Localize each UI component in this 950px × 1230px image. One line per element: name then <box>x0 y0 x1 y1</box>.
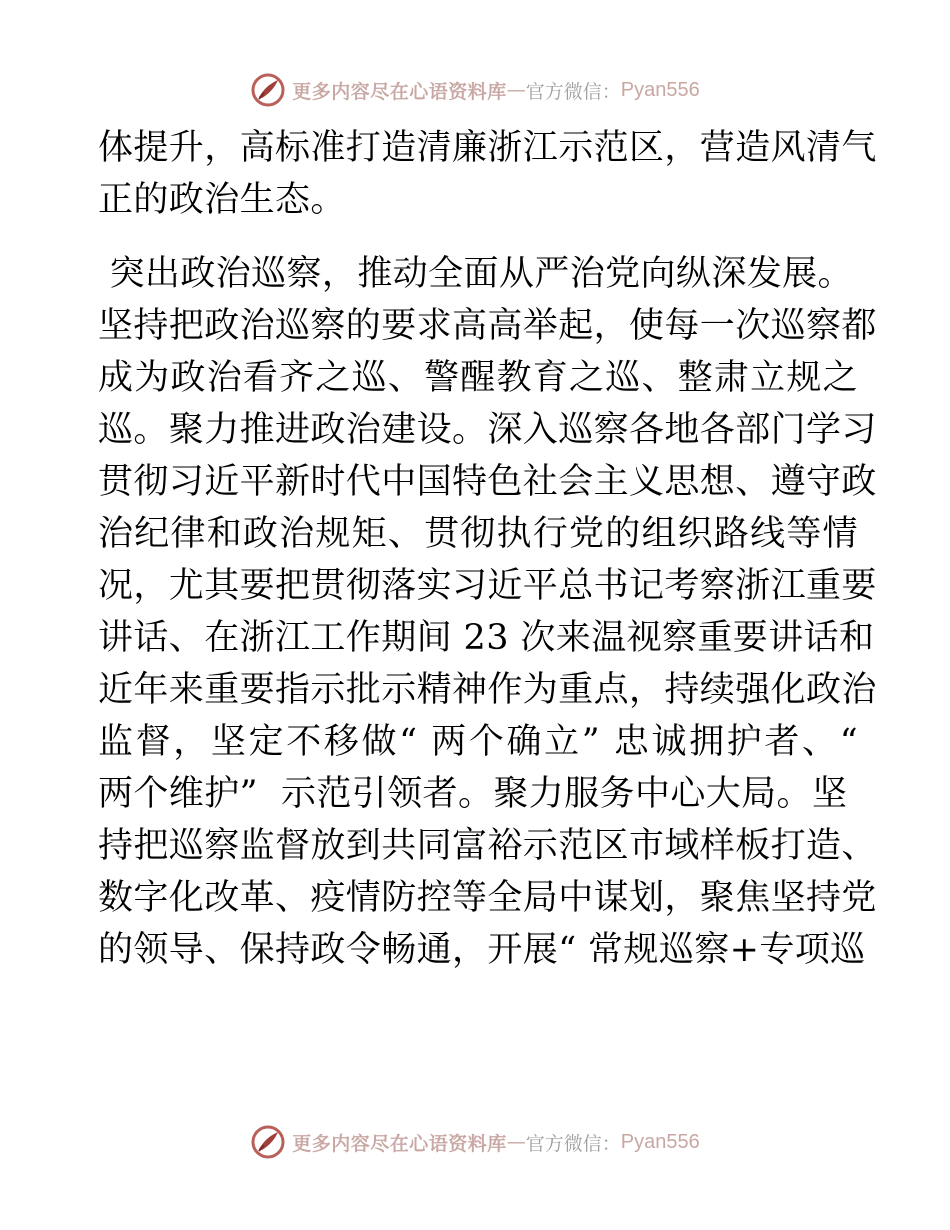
header-banner <box>0 70 950 110</box>
text-line: 况，尤其要把贯彻落实习近平总书记考察浙江重要 <box>98 566 877 606</box>
quill-pen-logo-icon <box>250 1124 286 1160</box>
text-line: 治纪律和政治规矩、贯彻执行党的组织路线等情 <box>98 514 858 554</box>
paragraph-spacer <box>98 226 858 248</box>
banner-title: 更多内容尽在心语资料库 <box>292 80 507 103</box>
paragraph-2 <box>98 248 877 976</box>
text-line: 正的政治生态。 <box>98 180 346 220</box>
banner-wechat-id: Pyan556 <box>620 78 700 101</box>
text-line: 体提升，高标准打造清廉浙江示范区，营造风清气 <box>98 128 877 168</box>
text-line: 成为政治看齐之巡、警醒教育之巡、整肃立规之 <box>98 358 858 398</box>
text-line: 近年来重要指示批示精神作为重点，持续强化政治 <box>98 670 877 710</box>
text-line: 坚持把政治巡察的要求高高举起，使每一次巡察都 <box>98 306 877 346</box>
quill-pen-logo-icon <box>250 72 286 108</box>
text-line: 贯彻习近平新时代中国特色社会主义思想、遵守政 <box>98 462 877 502</box>
footer-banner <box>0 1122 950 1162</box>
banner-title: 更多内容尽在心语资料库 <box>292 1132 507 1155</box>
text-line: 突出政治巡察，推动全面从严治党向纵深发展。 <box>98 254 853 294</box>
paragraph-1 <box>98 122 877 226</box>
banner-contact-label: 官方微信： <box>525 80 621 103</box>
text-line: 监督，坚定不移做“ 两个确立” 忠诚拥护者、“ <box>98 722 858 762</box>
text-line: 的领导、保持政令畅通，开展“ 常规巡察+专项巡 <box>98 930 866 970</box>
text-line: 巡。聚力推进政治建设。深入巡察各地各部门学习 <box>98 410 877 450</box>
banner-separator: — <box>506 79 526 101</box>
banner-wechat-id: Pyan556 <box>620 1130 700 1153</box>
text-line: 讲话、在浙江工作期间 23 次来温视察重要讲话和 <box>98 618 875 658</box>
text-line: 两个维护” 示范引领者。聚力服务中心大局。坚 <box>98 774 848 814</box>
text-line: 持把巡察监督放到共同富裕示范区市域样板打造、 <box>98 826 877 866</box>
document-body <box>98 122 877 976</box>
text-line: 数字化改革、疫情防控等全局中谋划，聚焦坚持党 <box>98 878 877 918</box>
banner-separator: — <box>506 1131 526 1153</box>
banner-contact-label: 官方微信： <box>525 1132 621 1155</box>
